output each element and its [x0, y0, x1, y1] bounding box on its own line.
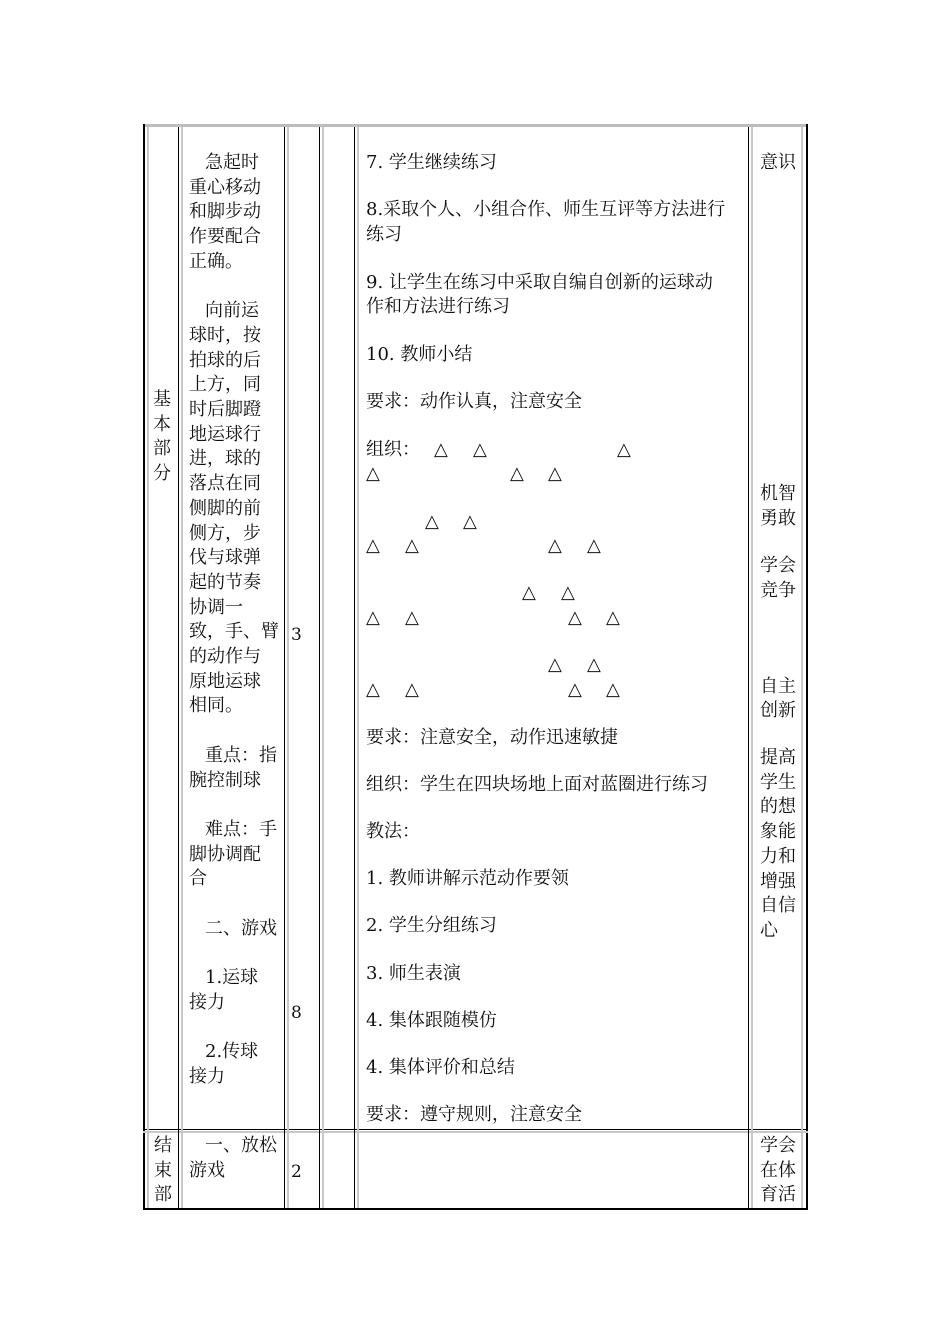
content-line: [189, 275, 279, 300]
content-line: 球时，按: [189, 324, 261, 346]
border-left: [143, 124, 145, 1210]
formation-triangle: △: [473, 439, 487, 460]
content-line: 腕控制球: [189, 769, 261, 791]
note-line: 象能: [760, 821, 796, 843]
section-label-char: 基: [153, 389, 171, 410]
formation-triangle: △: [425, 511, 439, 532]
formation-triangle: △: [434, 439, 448, 460]
note-n4b: 创新: [760, 700, 796, 721]
col-divider-2b: [287, 127, 289, 1208]
col-divider-4: [354, 127, 355, 1208]
method-p13: 4. 集体跟随模仿: [366, 1010, 497, 1031]
formation-triangle: △: [522, 582, 536, 603]
ending-content-a: 一、放松: [205, 1135, 277, 1156]
method-p11: 2. 学生分组练习: [366, 915, 497, 936]
note-line: 学生: [760, 771, 796, 793]
method-p3b: 作和方法进行练习: [366, 296, 510, 317]
note-line: 增强: [760, 870, 796, 892]
section-label-char: 分: [153, 463, 171, 485]
formation-triangle: △: [568, 679, 582, 700]
content-line: 急起时: [205, 152, 259, 173]
content-line: 2.传球: [205, 1041, 259, 1063]
content-line: 重点：指: [205, 744, 277, 766]
formation-triangle: △: [405, 607, 419, 628]
method-p2b: 练习: [366, 224, 402, 245]
content-line: 作要配合: [189, 226, 261, 248]
note-n1: 意识: [760, 152, 796, 173]
content-line: 拍球的后: [189, 349, 261, 371]
formation-triangle: △: [405, 535, 419, 556]
col-divider-4b: [357, 127, 359, 1208]
border-right: [806, 124, 808, 1210]
note-line: 心: [760, 919, 778, 941]
method-p12: 3. 师生表演: [366, 963, 461, 984]
method-p8: 组织：学生在四块场地上面对蓝圈进行练习: [366, 774, 708, 795]
content-line: 侧方，步: [189, 522, 261, 544]
method-p15: 要求：遵守规则，注意安全: [366, 1104, 582, 1125]
content-line: 致，手、臂: [189, 621, 279, 643]
col-divider-5b: [751, 127, 753, 1208]
content-line: 合: [189, 868, 207, 890]
content-line: 伐与球弹: [189, 547, 261, 569]
formation-triangle: △: [405, 679, 419, 700]
note-n2b: 勇敢: [760, 508, 796, 529]
formation-triangle: △: [366, 679, 380, 700]
ending-label-char: 束: [154, 1159, 172, 1181]
ending-content-b: 游戏: [189, 1160, 225, 1181]
formation-triangle: △: [366, 607, 380, 628]
note-line: 力和: [760, 845, 796, 867]
section-label-char: 部: [153, 438, 171, 460]
content-line: 上方，同: [189, 374, 261, 396]
content-line: 时后脚蹬: [189, 399, 261, 421]
formation-triangle: △: [510, 463, 524, 484]
ending-note: [760, 1134, 796, 1208]
content-line: 二、游戏: [205, 917, 277, 939]
content-line: 接力: [189, 991, 225, 1013]
content-line: 原地运球: [189, 670, 261, 692]
content-line: 正确。: [189, 250, 243, 272]
col-divider-2: [284, 127, 285, 1208]
content-line: [189, 892, 279, 917]
note-line: 的想: [760, 796, 796, 818]
formation-triangle: △: [548, 535, 562, 556]
method-p6: 组织：: [366, 439, 420, 460]
ending-note-line: 学会: [760, 1135, 796, 1156]
formation-triangle: △: [587, 535, 601, 556]
formation-triangle: △: [606, 679, 620, 700]
time-value-1: 3: [291, 625, 302, 645]
top-gridline: [143, 124, 808, 127]
method-p4: 10. 教师小结: [366, 344, 473, 365]
method-p1: 7. 学生继续练习: [366, 152, 497, 173]
note-line: 自信: [760, 895, 796, 917]
ending-label-char: 结: [154, 1135, 172, 1156]
ending-label-char: 部: [154, 1184, 172, 1206]
note-n5: [760, 746, 796, 944]
col-divider-3b: [322, 127, 324, 1208]
method-p9: 教法：: [366, 821, 420, 842]
row-divider-shadow: [143, 1131, 808, 1133]
formation-triangle: △: [606, 607, 620, 628]
formation-triangle: △: [366, 463, 380, 484]
note-n2a: 机智: [760, 483, 796, 504]
method-p3a: 9. 让学生在练习中采取自编自创新的运球动: [366, 272, 713, 293]
time-value-2: 8: [291, 1003, 302, 1023]
formation-triangle: △: [568, 607, 582, 628]
content-line: 1.运球: [205, 967, 259, 989]
ending-time: 2: [291, 1162, 302, 1182]
section-label-ending: [152, 1134, 174, 1208]
content-line: 和脚步动: [189, 201, 261, 223]
content-line: 协调一: [189, 596, 243, 618]
content-line: 接力: [189, 1066, 225, 1088]
content-line: 起的节奏: [189, 571, 261, 593]
content-line: 向前运: [205, 300, 259, 322]
border-bottom: [143, 1208, 808, 1210]
basic-content-column: [189, 151, 279, 1090]
row-divider: [143, 1129, 808, 1130]
content-line: 相同。: [189, 695, 243, 717]
formation-triangle: △: [548, 654, 562, 675]
formation-triangle: △: [463, 511, 477, 532]
section-label-char: 本: [153, 413, 171, 435]
section-label-basic: [151, 388, 173, 487]
method-p5: 要求：动作认真，注意安全: [366, 391, 582, 412]
content-line: 落点在同: [189, 473, 261, 495]
inner-right-grey: [801, 127, 803, 1208]
col-divider-5: [748, 127, 749, 1208]
content-line: 的动作与: [189, 646, 261, 668]
formation-triangle: △: [617, 439, 631, 460]
col-divider-1b: [181, 127, 183, 1208]
col-divider-1: [178, 127, 179, 1208]
content-line: 重心移动: [189, 176, 261, 198]
content-line: [189, 719, 279, 744]
ending-note-line: 在体: [760, 1159, 796, 1181]
content-line: [189, 1016, 279, 1041]
method-p2a: 8.采取个人、小组合作、师生互评等方法进行: [366, 199, 726, 220]
formation-triangle: △: [366, 535, 380, 556]
method-p7: 要求：注意安全，动作迅速敏捷: [366, 727, 618, 748]
inner-left-grey: [147, 127, 149, 1208]
ending-note-line: 育活: [760, 1184, 796, 1206]
content-line: 进，球的: [189, 448, 261, 470]
formation-triangle: △: [587, 654, 601, 675]
content-line: 脚协调配: [189, 843, 261, 865]
content-line: 地运球行: [189, 423, 261, 445]
method-p14: 4. 集体评价和总结: [366, 1057, 515, 1078]
formation-triangle: △: [548, 463, 562, 484]
note-n3b: 竞争: [760, 580, 796, 601]
col-divider-3: [319, 127, 320, 1208]
note-n4a: 自主: [760, 676, 796, 697]
note-line: 提高: [760, 747, 796, 768]
note-n3a: 学会: [760, 555, 796, 576]
method-p10: 1. 教师讲解示范动作要领: [366, 868, 569, 889]
content-line: [189, 793, 279, 818]
content-line: 侧脚的前: [189, 497, 261, 519]
formation-triangle: △: [561, 582, 575, 603]
content-line: [189, 942, 279, 967]
content-line: 难点：手: [205, 818, 277, 840]
